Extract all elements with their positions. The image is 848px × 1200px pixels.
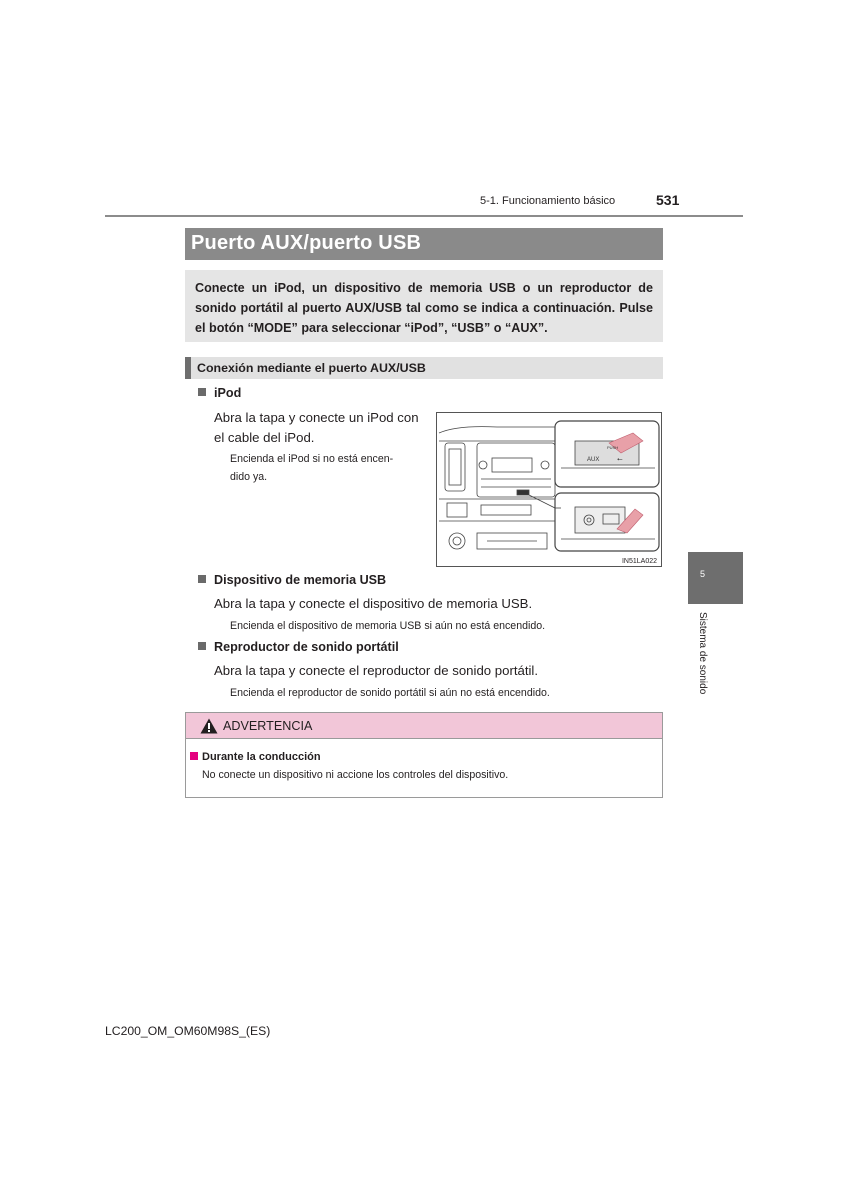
item-heading-ipod bbox=[198, 386, 241, 400]
page-title: Puerto AUX/puerto USB bbox=[191, 232, 422, 254]
item-heading-label: iPod bbox=[214, 386, 242, 400]
warning-subheading bbox=[190, 751, 321, 763]
note-line: dido ya. bbox=[230, 471, 268, 483]
intro-box bbox=[185, 270, 663, 342]
item-heading-label: Reproductor de sonido portátil bbox=[214, 640, 399, 654]
svg-text:PUSH: PUSH bbox=[607, 445, 619, 450]
footer-doc-code: LC200_OM_OM60M98S_(ES) bbox=[105, 1024, 271, 1038]
warning-body: No conecte un dispositivo ni accione los controles del dispositivo. bbox=[202, 769, 509, 781]
item-heading-label: Dispositivo de memoria USB bbox=[214, 573, 387, 587]
note-line: Encienda el iPod si no está encen- bbox=[230, 453, 394, 465]
section-heading: Conexión mediante el puerto AUX/USB bbox=[197, 361, 426, 375]
warning-subheading-label: Durante la conducción bbox=[202, 751, 321, 763]
item-note-usb: Encienda el dispositivo de memoria USB si aún no está encendido. bbox=[230, 620, 546, 632]
warning-triangle-icon bbox=[200, 718, 218, 734]
item-body-ipod bbox=[214, 408, 419, 448]
header-section-title: 5-1. Funcionamiento básico bbox=[480, 195, 616, 207]
square-bullet-icon bbox=[198, 388, 206, 396]
square-bullet-icon bbox=[198, 575, 206, 583]
body-line: Abra la tapa y conecte un iPod con bbox=[214, 410, 419, 425]
chapter-tab bbox=[688, 552, 743, 604]
item-heading-usb bbox=[198, 573, 386, 587]
item-heading-portable bbox=[198, 640, 399, 654]
section-bar bbox=[185, 357, 663, 379]
chapter-number: 5 bbox=[700, 569, 706, 579]
header-rule bbox=[105, 215, 743, 217]
intro-text: Conecte un iPod, un dispositivo de memoria USB o un reproductor de sonido portátil al puerto AUX/USB tal como se indica a continuación. Pulse el botón “MODE” para seleccionar “iPod”, “USB” o “AUX”. bbox=[195, 281, 653, 335]
item-note-portable: Encienda el reproductor de sonido portátil si aún no está encendido. bbox=[230, 687, 550, 699]
item-body-usb: Abra la tapa y conecte el dispositivo de memoria USB. bbox=[214, 596, 533, 611]
pink-square-bullet-icon bbox=[190, 752, 198, 760]
warning-title: ADVERTENCIA bbox=[223, 719, 313, 733]
svg-text:AUX: AUX bbox=[587, 457, 600, 463]
figure-label: IN51LA022 bbox=[621, 558, 657, 565]
item-note-ipod bbox=[230, 450, 393, 486]
item-body-portable: Abra la tapa y conecte el reproductor de sonido portátil. bbox=[214, 663, 539, 678]
body-line: el cable del iPod. bbox=[214, 430, 315, 445]
chapter-label: Sistema de sonido bbox=[697, 612, 708, 695]
warning-header bbox=[186, 713, 662, 739]
square-bullet-icon bbox=[198, 642, 206, 650]
aux-usb-port-illustration bbox=[436, 412, 662, 567]
dashboard-illustration bbox=[437, 413, 662, 567]
title-bar bbox=[185, 228, 663, 260]
svg-text:⭠: ⭠ bbox=[617, 456, 623, 463]
page-number: 531 bbox=[656, 192, 680, 208]
warning-box bbox=[185, 712, 663, 798]
